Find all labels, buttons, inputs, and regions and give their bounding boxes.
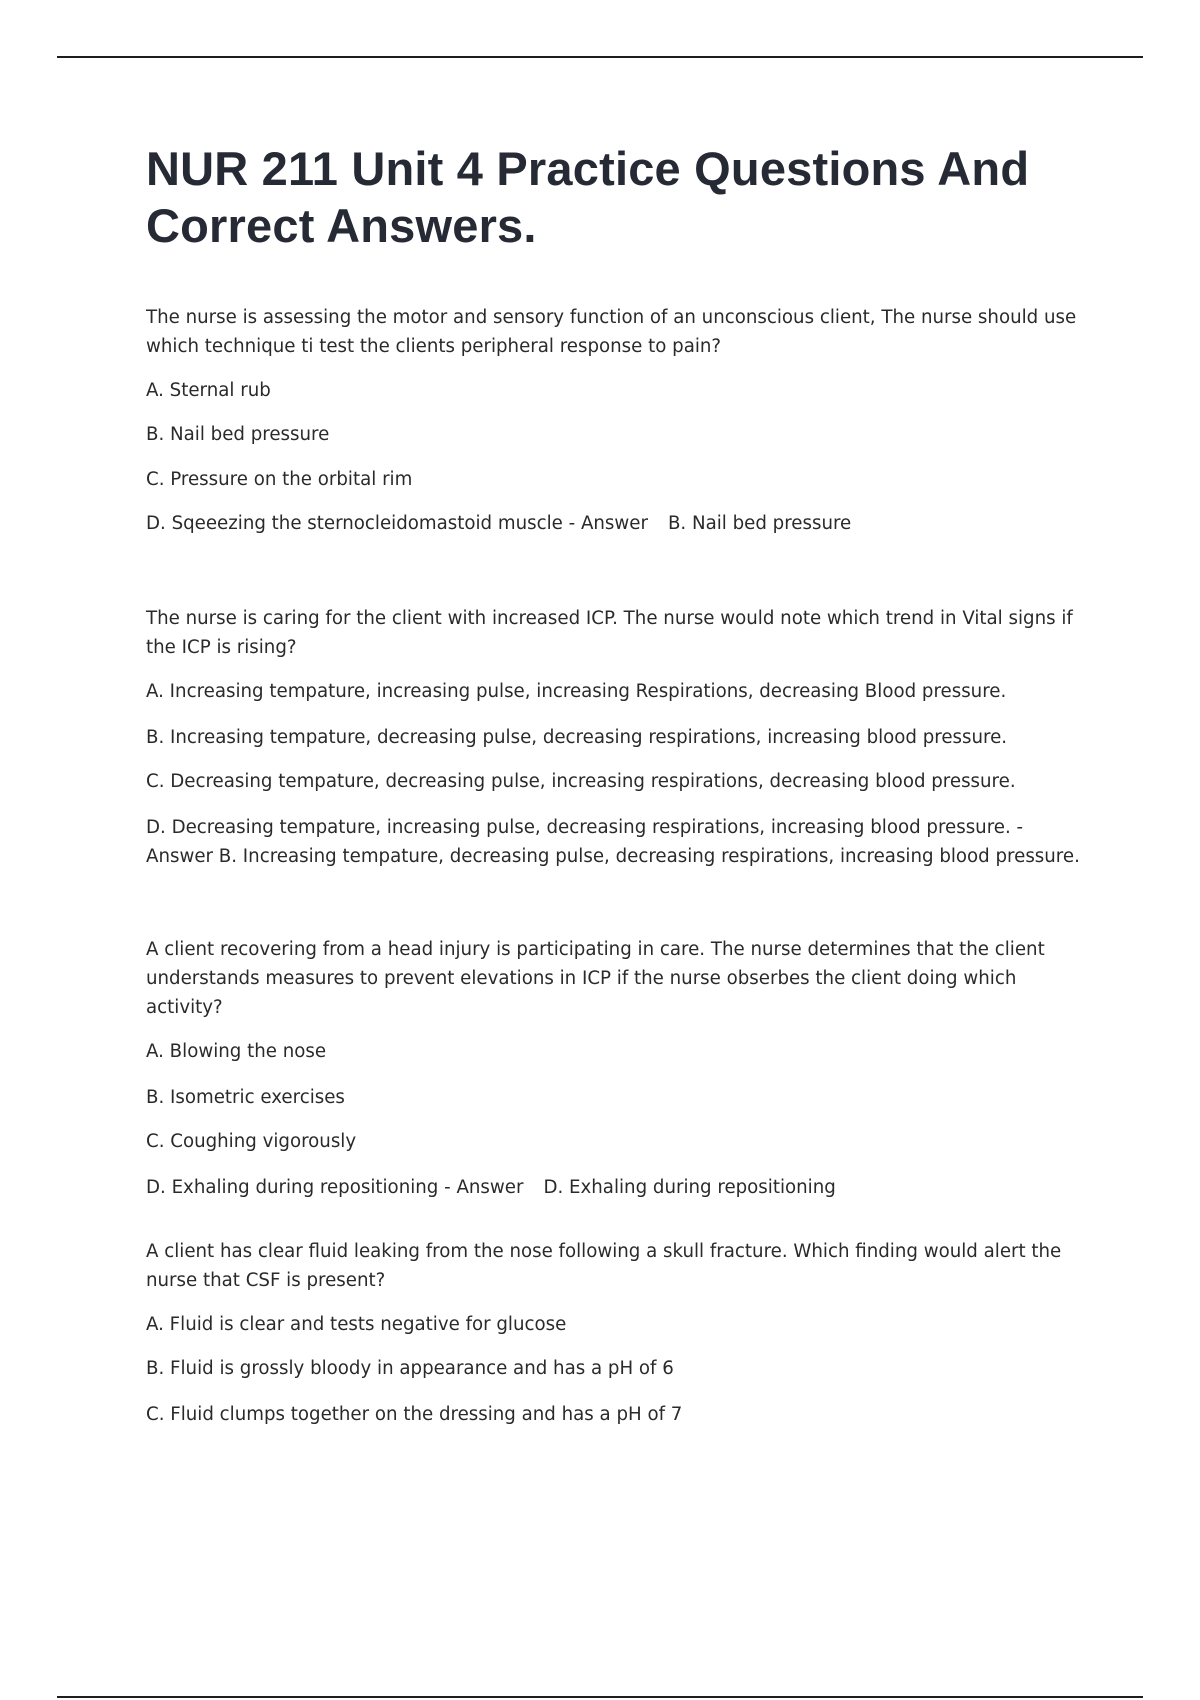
- answer-option: A. Sternal rub: [146, 380, 271, 401]
- question-stem: The nurse is assessing the motor and sensory function of an unconscious client, The nurse should use which technique ti test the clients peripheral response to pain?: [146, 307, 1077, 357]
- question-block: [146, 1237, 1086, 1429]
- answer-option: [146, 509, 1086, 538]
- answer-option: C. Decreasing tempature, decreasing pulse, increasing respirations, decreasing blood pressure.: [146, 771, 1016, 792]
- correct-answer: D. Exhaling during repositioning: [543, 1177, 836, 1198]
- answer-option: B. Fluid is grossly bloody in appearance and has a pH of 6: [146, 1358, 674, 1379]
- question-block: [146, 935, 1086, 1202]
- question-stem: The nurse is caring for the client with increased ICP. The nurse would note which trend in Vital signs if the ICP is rising?: [146, 608, 1073, 658]
- answer-option-text: D. Exhaling during repositioning - Answer: [146, 1177, 524, 1198]
- answer-option: A. Blowing the nose: [146, 1041, 327, 1062]
- answer-option: C. Pressure on the orbital rim: [146, 469, 413, 490]
- correct-answer: B. Nail bed pressure: [667, 513, 852, 534]
- answer-option-text: D. Sqeeezing the sternocleidomastoid muscle - Answer: [146, 513, 648, 534]
- document-body: [146, 140, 1086, 1425]
- answer-option: B. Nail bed pressure: [146, 424, 330, 445]
- question-block: [146, 303, 1086, 538]
- answer-option: A. Increasing tempature, increasing pulse, increasing Respirations, decreasing Blood pressure.: [146, 681, 1007, 702]
- bottom-rule: [57, 1696, 1143, 1698]
- answer-option: C. Coughing vigorously: [146, 1131, 357, 1152]
- answer-option: C. Fluid clumps together on the dressing and has a pH of 7: [146, 1404, 683, 1425]
- question-stem: A client recovering from a head injury is participating in care. The nurse determines that the client understands measures to prevent elevations in ICP if the nurse obserbes the client doing which activity?: [146, 939, 1045, 1018]
- top-rule: [57, 56, 1143, 58]
- document-title: NUR 211 Unit 4 Practice Questions And Correct Answers.: [146, 142, 1030, 252]
- answer-option: D. Decreasing tempature, increasing pulse, decreasing respirations, increasing blood pressure. - Answer B. Increasing tempature, decreasing pulse, decreasing respirations, increasing blood pressure.: [146, 817, 1080, 867]
- answer-option: B. Isometric exercises: [146, 1087, 345, 1108]
- answer-option: B. Increasing tempature, decreasing pulse, decreasing respirations, increasing blood pressure.: [146, 727, 1008, 748]
- question-block: [146, 604, 1086, 871]
- question-stem: A client has clear fluid leaking from the nose following a skull fracture. Which finding would alert the nurse that CSF is present?: [146, 1241, 1062, 1291]
- answer-option: [146, 1173, 1086, 1202]
- answer-option: A. Fluid is clear and tests negative for glucose: [146, 1314, 567, 1335]
